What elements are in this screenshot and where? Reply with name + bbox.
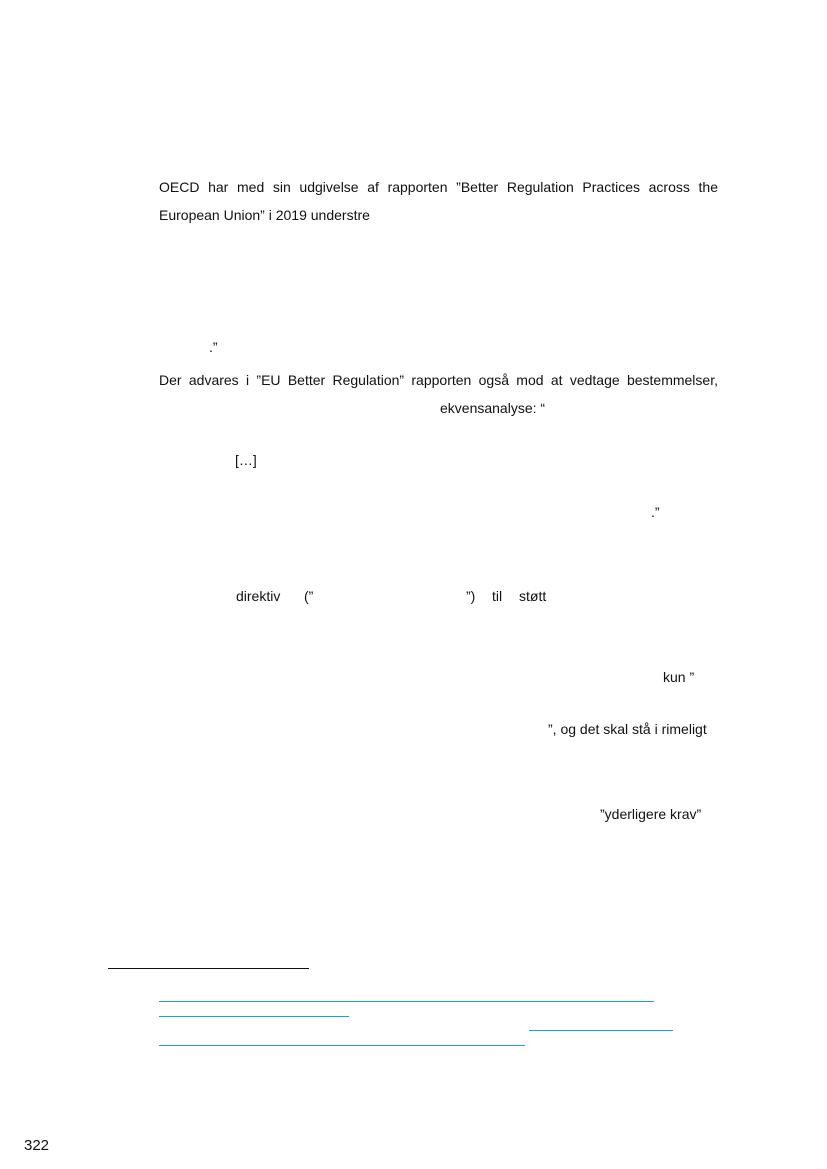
page-number: 322 [24, 1137, 50, 1154]
footnote-link-1-line-1[interactable] [159, 1001, 654, 1002]
footnote-separator [108, 968, 309, 969]
paragraph-2-line-2-fragment: ekvensanalyse: “ [440, 400, 546, 416]
fragment-yderligere-krav: ”yderligere krav” [600, 806, 702, 822]
fragment-open-quote: (” [304, 588, 314, 604]
ellipsis: […] [235, 452, 257, 468]
fragment-direktiv: direktiv [236, 588, 281, 604]
fragment-kun: kun ” [663, 669, 695, 685]
quote-1-end: .” [209, 339, 218, 355]
paragraph-1-line-1: OECD har med sin udgivelse af rapporten ”Better Regulation Practices across the [159, 179, 718, 195]
paragraph-2-line-1: Der advares i ”EU Better Regulation” rapporten også mod at vedtage bestemmelser, [159, 372, 718, 388]
paragraph-1-line-2: European Union” i 2019 understre [159, 207, 370, 223]
footnote-link-2-line-2[interactable] [159, 1045, 525, 1046]
fragment-til: til [492, 588, 503, 604]
footnote-link-1-line-2[interactable] [159, 1016, 349, 1017]
fragment-stott: støtt [519, 588, 547, 604]
quote-2-end: .” [651, 504, 660, 520]
fragment-og-det-skal: ”, og det skal stå i rimeligt [548, 721, 707, 737]
footnote-link-2-line-1[interactable] [529, 1030, 673, 1031]
fragment-close-quote: ”) [466, 588, 476, 604]
